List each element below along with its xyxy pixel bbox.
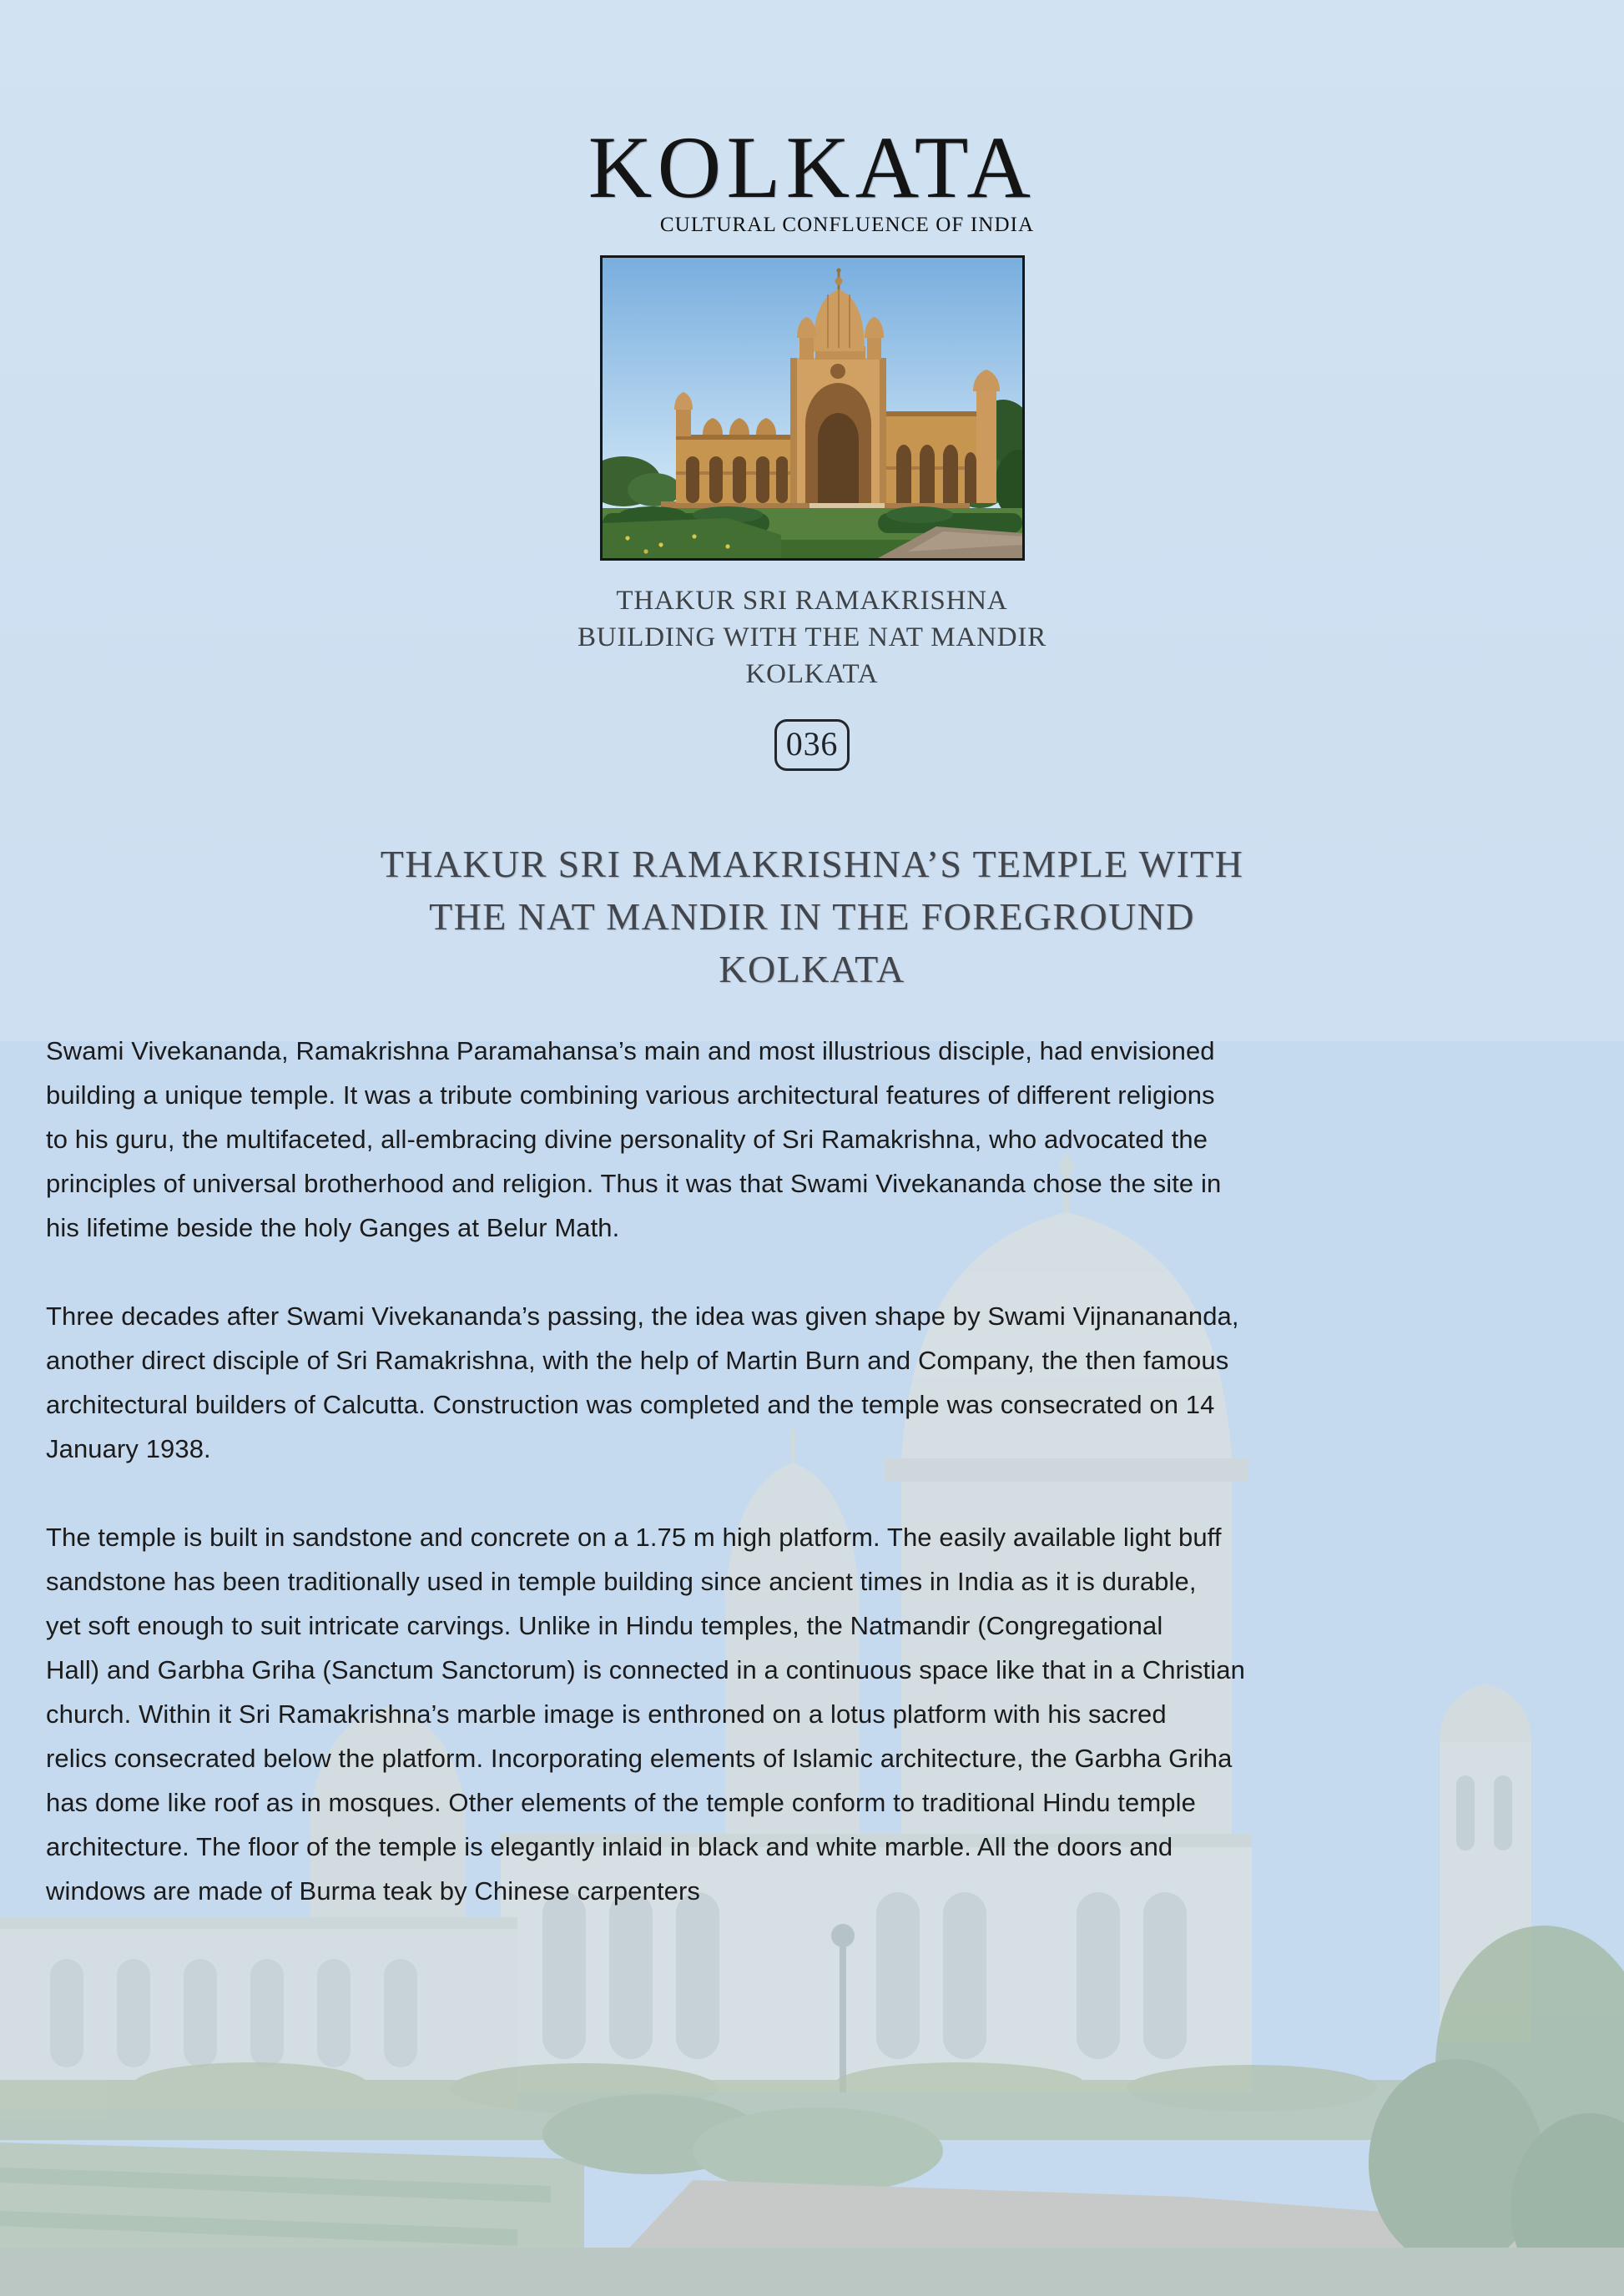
temple-photo bbox=[600, 255, 1025, 561]
page-subtitle: CULTURAL CONFLUENCE OF INDIA bbox=[659, 214, 1035, 236]
masthead bbox=[0, 0, 1624, 237]
paragraph-3: The temple is built in sandstone and concrete on a 1.75 m high platform. The easily available light buff sandstone has been traditionally used in temple building since ancient times in India as it is durable, yet soft enough to suit intricate carvings. Unlike in Hindu temples, the Natmandir (Congregational Hall) and Garbha Griha (Sanctum Sanctorum) is connected in a continuous space like that in a Christian church. Within it Sri Ramakrishna’s marble image is enthroned on a lotus platform with his sacred relics consecrated below the platform. Incorporating elements of Islamic architecture, the Garbha Griha has dome like roof as in mosques. Other elements of the temple conform to traditional Hindu temple architecture. The floor of the temple is elegantly inlaid in black and white marble. All the doors and windows are made of Burma teak by Chinese carpenters bbox=[46, 1523, 1245, 1906]
masthead-inner bbox=[588, 118, 1036, 237]
body-text bbox=[46, 1029, 1582, 1913]
paragraph-2: Three decades after Swami Vivekananda’s passing, the idea was given shape by Swami Vijnanananda, another direct disciple of Sri Ramakrishna, with the help of Martin Burn and Company, the then famous architectural builders of Calcutta. Construction was completed and the temple was consecrated on 14 January 1938. bbox=[46, 1302, 1239, 1463]
temple-photo-illustration bbox=[603, 258, 1022, 558]
photo-caption: THAKUR SRI RAMAKRISHNA BUILDING WITH THE NAT MANDIR KOLKATA bbox=[577, 586, 1047, 689]
main-heading: THAKUR SRI RAMAKRISHNA’S TEMPLE WITH THE NAT MANDIR IN THE FOREGROUND KOLKATA bbox=[380, 843, 1244, 990]
badge-row bbox=[0, 719, 1624, 771]
paragraph-1: Swami Vivekananda, Ramakrishna Paramahansa’s main and most illustrious disciple, had envisioned building a unique temple. It was a tribute combining various architectural features of different religions to his guru, the multifaceted, all-embracing divine personality of Sri Ramakrishna, who advocated the principles of universal brotherhood and religion. Thus it was that Swami Vivekananda chose the site in his lifetime beside the holy Ganges at Belur Math. bbox=[46, 1036, 1222, 1242]
plate-number-badge: 036 bbox=[774, 719, 850, 771]
page-title: KOLKATA bbox=[588, 118, 1036, 216]
